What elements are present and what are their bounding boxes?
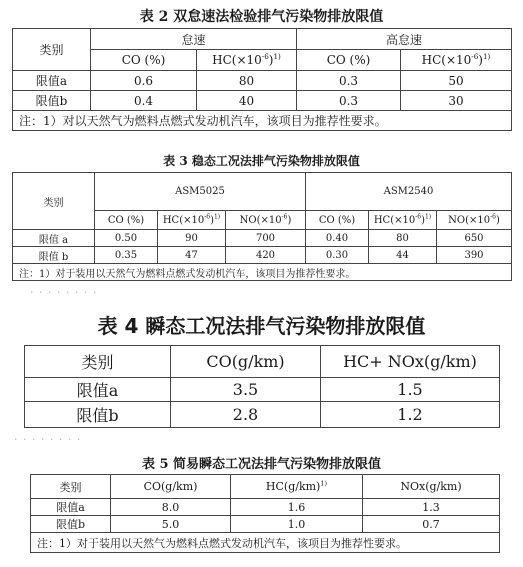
table3-header-category: 类别 <box>13 173 95 230</box>
table-row <box>31 499 500 516</box>
row-label: 限值b <box>31 516 111 533</box>
table5-header-hc: $HC(g/km)^{1)}$ <box>231 475 363 499</box>
table2-header-high-idle: 高怠速 <box>297 29 512 50</box>
cell: 90 <box>158 230 226 247</box>
cell: 700 <box>226 230 306 247</box>
cell: 390 <box>437 247 512 264</box>
cell: 0.40 <box>306 230 369 247</box>
row-label: 限值a <box>13 71 91 91</box>
table4-header-co: CO(g/km) <box>171 346 321 378</box>
table-row <box>25 402 500 428</box>
cell: 420 <box>226 247 306 264</box>
cell: 0.50 <box>95 230 158 247</box>
cell: 0.3 <box>297 71 401 91</box>
bleed-through-text: · · · · · · · · <box>30 286 98 299</box>
table-row <box>13 71 512 91</box>
table5-header-co: CO(g/km) <box>111 475 231 499</box>
row-label: 限值 b <box>13 247 95 264</box>
table-row <box>13 91 512 111</box>
cell: 80 <box>369 230 437 247</box>
cell: 5.0 <box>111 516 231 533</box>
cell: 50 <box>401 71 512 91</box>
cell: 0.6 <box>91 71 197 91</box>
table3-header-co: CO (%) <box>95 211 158 230</box>
cell: 40 <box>197 91 297 111</box>
table3-header-asm2540: ASM2540 <box>306 173 512 211</box>
cell: 650 <box>437 230 512 247</box>
row-label: 限值a <box>25 378 171 402</box>
table5-header-category: 类别 <box>31 475 111 499</box>
table2-header-idle: 怠速 <box>91 29 297 50</box>
cell: 1.3 <box>363 499 500 516</box>
table3-title: 表 3 稳态工况法排气污染物排放限值 <box>163 154 360 168</box>
table3-header-asm5025: ASM5025 <box>95 173 306 211</box>
table2-title: 表 2 双怠速法检验排气污染物排放限值 <box>139 9 384 25</box>
cell: 0.30 <box>306 247 369 264</box>
cell: 1.2 <box>321 402 500 428</box>
cell: 1.5 <box>321 378 500 402</box>
table3-header-hc-2: $HC(\times 10^{-6})^{1)}$ <box>369 211 437 230</box>
row-label: 限值a <box>31 499 111 516</box>
cell: 3.5 <box>171 378 321 402</box>
table3-header-co-2: CO (%) <box>306 211 369 230</box>
table2-footnote: 注：1）对以天然气为燃料点燃式发动机汽车，该项目为推荐性要求。 <box>13 111 512 131</box>
table4-header-hcnox: HC+ NOx(g/km) <box>321 346 500 378</box>
table2-header-hc: $HC(\times 10^{-6})^{1)}$ <box>197 50 297 71</box>
cell: 8.0 <box>111 499 231 516</box>
table-row <box>13 230 512 247</box>
table4 <box>24 345 500 428</box>
table5 <box>30 474 500 553</box>
table2-header-category: 类别 <box>13 29 91 71</box>
cell: 47 <box>158 247 226 264</box>
bleed-through-text: · · · · · · · · <box>14 433 82 446</box>
cell: 30 <box>401 91 512 111</box>
table-row <box>25 378 500 402</box>
table5-title: 表 5 简易瞬态工况法排气污染物排放限值 <box>141 457 382 472</box>
row-label: 限值b <box>25 402 171 428</box>
table3-header-no: $NO(\times 10^{-6})$ <box>226 211 306 230</box>
cell: 2.8 <box>171 402 321 428</box>
row-label: 限值b <box>13 91 91 111</box>
cell: 0.3 <box>297 91 401 111</box>
table2-header-co-high: CO (%) <box>297 50 401 71</box>
table3-footnote: 注：1）对于装用以天然气为燃料点燃式发动机汽车，该项目为推荐性要求。 <box>13 264 512 281</box>
cell: 80 <box>197 71 297 91</box>
table3-header-hc: $HC(\times 10^{-6})^{1)}$ <box>158 211 226 230</box>
cell: 0.4 <box>91 91 197 111</box>
cell: 0.35 <box>95 247 158 264</box>
table3 <box>12 172 512 281</box>
table3-header-no-2: $NO(\times 10^{-6})$ <box>437 211 512 230</box>
table5-header-nox: NOx(g/km) <box>363 475 500 499</box>
table2-header-co: CO (%) <box>91 50 197 71</box>
cell: 1.6 <box>231 499 363 516</box>
cell: 0.7 <box>363 516 500 533</box>
table4-header-category: 类别 <box>25 346 171 378</box>
cell: 44 <box>369 247 437 264</box>
cell: 1.0 <box>231 516 363 533</box>
table-row <box>31 516 500 533</box>
table5-footnote: 注：1）对于装用以天然气为燃料点燃式发动机汽车，该项目为推荐性要求。 <box>31 533 500 553</box>
row-label: 限值 a <box>13 230 95 247</box>
table2 <box>12 28 512 131</box>
table-row <box>13 247 512 264</box>
table4-title: 表 4 瞬态工况法排气污染物排放限值 <box>97 314 426 338</box>
table2-header-hc-high: $HC(\times 10^{-6})^{1)}$ <box>401 50 512 71</box>
